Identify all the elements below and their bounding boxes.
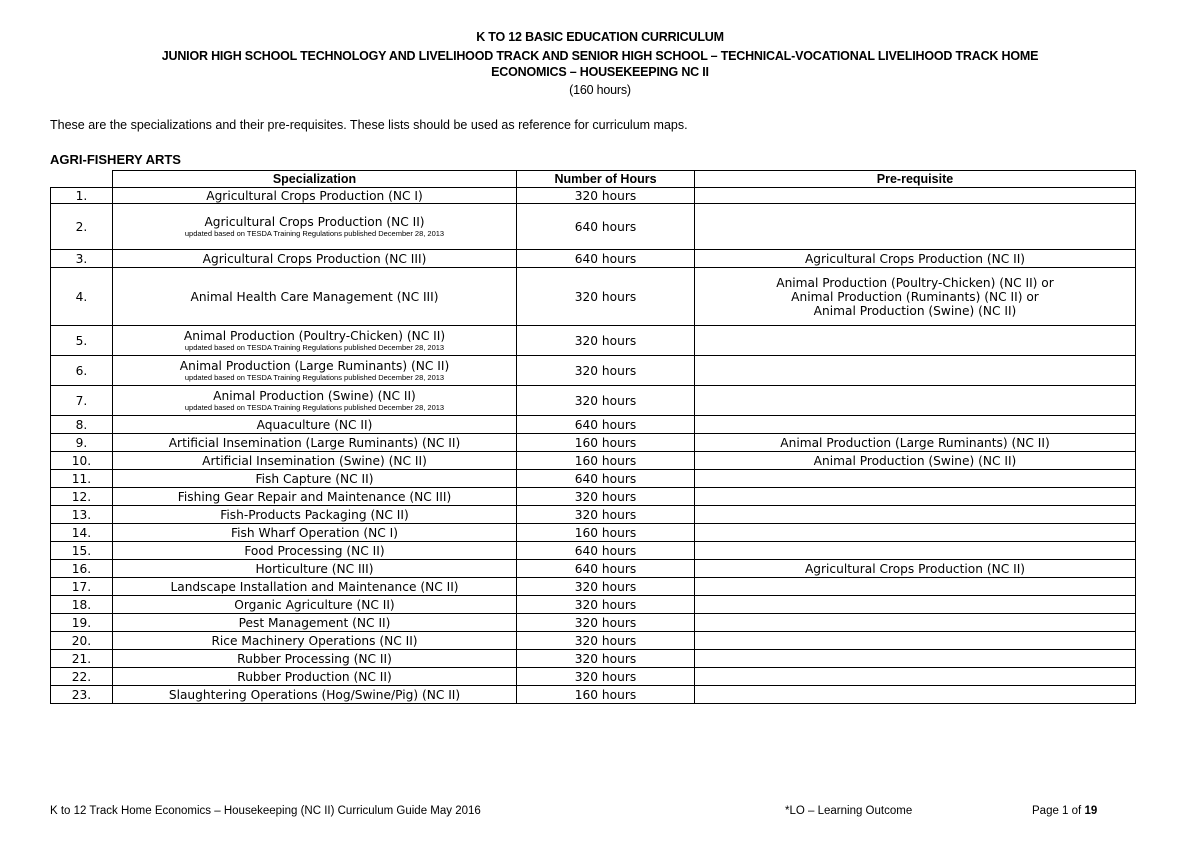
table-row [51, 578, 1136, 596]
row-number: 1. [51, 188, 113, 204]
specialization-cell [113, 560, 517, 578]
intro-text: These are the specializations and their pre-requisites. These lists should be used as reference for curriculum maps. [50, 118, 688, 132]
row-number: 21. [51, 650, 113, 668]
hours-cell: 320 hours [517, 632, 695, 650]
row-number: 2. [51, 204, 113, 250]
table-row [51, 250, 1136, 268]
specialization-name: Agricultural Crops Production (NC I) [206, 188, 423, 203]
specialization-cell [113, 356, 517, 386]
prerequisite-cell [695, 470, 1136, 488]
specialization-name: Rubber Production (NC II) [237, 669, 392, 684]
row-number: 16. [51, 560, 113, 578]
specialization-name: Rubber Processing (NC II) [237, 651, 392, 666]
specialization-name: Food Processing (NC II) [244, 543, 385, 558]
specialization-name: Artificial Insemination (Swine) (NC II) [202, 453, 427, 468]
specialization-cell [113, 326, 517, 356]
prerequisite-cell [695, 488, 1136, 506]
prerequisite-line: Animal Production (Swine) (NC II) [813, 303, 1017, 318]
prerequisite-cell [695, 452, 1136, 470]
row-number: 5. [51, 326, 113, 356]
specialization-name: Animal Health Care Management (NC III) [190, 289, 439, 304]
specialization-name: Fish Wharf Operation (NC I) [230, 525, 398, 540]
header-prerequisite: Pre-requisite [695, 171, 1136, 188]
specialization-cell [113, 542, 517, 560]
hours-cell: 320 hours [517, 386, 695, 416]
prerequisite-cell [695, 506, 1136, 524]
specialization-cell [113, 650, 517, 668]
specialization-cell [113, 250, 517, 268]
specialization-name: Pest Management (NC II) [238, 615, 391, 630]
row-number: 15. [51, 542, 113, 560]
row-number: 4. [51, 268, 113, 326]
row-number: 23. [51, 686, 113, 704]
hours-cell: 320 hours [517, 188, 695, 204]
prerequisite-cell [695, 434, 1136, 452]
row-number: 7. [51, 386, 113, 416]
specialization-name: Landscape Installation and Maintenance (NC II) [170, 579, 459, 594]
row-number: 22. [51, 668, 113, 686]
doc-subtitle: JUNIOR HIGH SCHOOL TECHNOLOGY AND LIVELIHOOD TRACK AND SENIOR HIGH SCHOOL – TECHNICAL-VOCATIONAL LIVELIHOOD TRACK HOME [161, 49, 1039, 63]
specialization-note: updated based on TESDA Training Regulations published December 28, 2013 [184, 373, 445, 382]
table-row [51, 614, 1136, 632]
specialization-cell [113, 268, 517, 326]
header-specialization: Specialization [113, 171, 517, 188]
specialization-name: Slaughtering Operations (Hog/Swine/Pig) (NC II) [168, 687, 461, 702]
table-row [51, 524, 1136, 542]
doc-subtitle-cont: ECONOMICS – HOUSEKEEPING NC II [491, 65, 709, 79]
row-number: 12. [51, 488, 113, 506]
row-number: 9. [51, 434, 113, 452]
specialization-cell [113, 416, 517, 434]
header-blank-cell [51, 171, 113, 188]
footer-note: *LO – Learning Outcome [785, 805, 913, 817]
table-row [51, 488, 1136, 506]
prerequisite-cell [695, 188, 1136, 204]
hours-cell: 320 hours [517, 650, 695, 668]
row-number: 14. [51, 524, 113, 542]
specialization-cell [113, 632, 517, 650]
hours-cell: 640 hours [517, 542, 695, 560]
prerequisite-cell [695, 614, 1136, 632]
row-number: 3. [51, 250, 113, 268]
table-row [51, 452, 1136, 470]
prerequisite-cell [695, 250, 1136, 268]
specialization-cell [113, 470, 517, 488]
table-row [51, 268, 1136, 326]
prerequisite-cell [695, 668, 1136, 686]
specialization-cell [113, 386, 517, 416]
specialization-cell [113, 452, 517, 470]
hours-cell: 320 hours [517, 578, 695, 596]
hours-cell: 160 hours [517, 434, 695, 452]
table-header-row [51, 171, 1136, 188]
prerequisite-line: Animal Production (Large Ruminants) (NC II) [780, 435, 1050, 450]
specialization-name: Agricultural Crops Production (NC II) [204, 215, 425, 229]
specialization-note: updated based on TESDA Training Regulations published December 28, 2013 [184, 403, 445, 412]
table-row [51, 542, 1136, 560]
hours-cell: 640 hours [517, 560, 695, 578]
specialization-name: Organic Agriculture (NC II) [234, 597, 395, 612]
table-row [51, 416, 1136, 434]
specialization-cell [113, 596, 517, 614]
specialization-name: Aquaculture (NC II) [256, 417, 373, 432]
prerequisite-cell [695, 542, 1136, 560]
prerequisite-cell [695, 326, 1136, 356]
specialization-table [50, 170, 1136, 704]
specialization-name: Rice Machinery Operations (NC II) [211, 633, 418, 648]
table-row [51, 560, 1136, 578]
prerequisite-cell [695, 596, 1136, 614]
prerequisite-cell [695, 686, 1136, 704]
table-row [51, 386, 1136, 416]
page-prefix: Page 1 of [1032, 805, 1082, 817]
table-row [51, 188, 1136, 204]
specialization-cell [113, 668, 517, 686]
specialization-cell [113, 524, 517, 542]
hours-cell: 320 hours [517, 356, 695, 386]
table-row [51, 434, 1136, 452]
table-row [51, 632, 1136, 650]
table-row [51, 596, 1136, 614]
hours-cell: 160 hours [517, 452, 695, 470]
hours-cell: 320 hours [517, 506, 695, 524]
table-row [51, 668, 1136, 686]
specialization-name: Agricultural Crops Production (NC III) [202, 251, 427, 266]
specialization-cell [113, 614, 517, 632]
table-row [51, 686, 1136, 704]
row-number: 6. [51, 356, 113, 386]
specialization-name: Animal Production (Large Ruminants) (NC II) [179, 359, 450, 373]
hours-cell: 160 hours [517, 686, 695, 704]
row-number: 11. [51, 470, 113, 488]
row-number: 17. [51, 578, 113, 596]
prerequisite-line: Agricultural Crops Production (NC II) [804, 561, 1026, 576]
prerequisite-line: Agricultural Crops Production (NC II) [804, 251, 1026, 266]
hours-cell: 320 hours [517, 614, 695, 632]
hours-cell: 640 hours [517, 204, 695, 250]
specialization-cell [113, 434, 517, 452]
prerequisite-cell [695, 268, 1136, 326]
page-total: 19 [1084, 805, 1098, 817]
specialization-note: updated based on TESDA Training Regulations published December 28, 2013 [184, 343, 445, 352]
row-number: 18. [51, 596, 113, 614]
specialization-name: Horticulture (NC III) [255, 561, 374, 576]
specialization-cell [113, 578, 517, 596]
table-row [51, 506, 1136, 524]
row-number: 10. [51, 452, 113, 470]
row-number: 13. [51, 506, 113, 524]
table-body [51, 188, 1136, 704]
specialization-cell [113, 188, 517, 204]
row-number: 19. [51, 614, 113, 632]
specialization-name: Fishing Gear Repair and Maintenance (NC III) [177, 489, 452, 504]
specialization-name: Artificial Insemination (Large Ruminants) (NC II) [168, 435, 461, 450]
specialization-cell [113, 488, 517, 506]
hours-cell: 320 hours [517, 326, 695, 356]
specialization-cell [113, 506, 517, 524]
hours-cell: 640 hours [517, 470, 695, 488]
hours-cell: 160 hours [517, 524, 695, 542]
table-row [51, 650, 1136, 668]
table-row [51, 470, 1136, 488]
prerequisite-line: Animal Production (Swine) (NC II) [813, 453, 1017, 468]
specialization-cell [113, 686, 517, 704]
hours-cell: 320 hours [517, 268, 695, 326]
footer-page-number [1032, 805, 1097, 817]
specialization-name: Fish Capture (NC II) [255, 471, 374, 486]
prerequisite-cell [695, 204, 1136, 250]
prerequisite-cell [695, 650, 1136, 668]
specialization-note: updated based on TESDA Training Regulations published December 28, 2013 [184, 229, 445, 238]
hours-cell: 320 hours [517, 488, 695, 506]
prerequisite-cell [695, 560, 1136, 578]
specialization-cell [113, 204, 517, 250]
table-row [51, 356, 1136, 386]
prerequisite-cell [695, 386, 1136, 416]
hours-cell: 320 hours [517, 596, 695, 614]
header-hours: Number of Hours [517, 171, 695, 188]
row-number: 8. [51, 416, 113, 434]
specialization-name: Animal Production (Swine) (NC II) [213, 389, 416, 403]
row-number: 20. [51, 632, 113, 650]
prerequisite-line: Animal Production (Poultry-Chicken) (NC II) or [776, 275, 1054, 290]
hours-cell: 640 hours [517, 416, 695, 434]
prerequisite-cell [695, 632, 1136, 650]
table-row [51, 326, 1136, 356]
prerequisite-cell [695, 356, 1136, 386]
prerequisite-cell [695, 578, 1136, 596]
prerequisite-line: Animal Production (Ruminants) (NC II) or [791, 289, 1039, 304]
specialization-name: Animal Production (Poultry-Chicken) (NC II) [183, 329, 446, 343]
footer-guide-title: K to 12 Track Home Economics – Housekeeping (NC II) Curriculum Guide May 2016 [50, 805, 481, 817]
doc-title: K TO 12 BASIC EDUCATION CURRICULUM [476, 30, 724, 44]
section-title: AGRI-FISHERY ARTS [50, 152, 181, 167]
table-row [51, 204, 1136, 250]
prerequisite-cell [695, 524, 1136, 542]
doc-hours: (160 hours) [569, 83, 631, 97]
specialization-name: Fish-Products Packaging (NC II) [220, 507, 409, 522]
prerequisite-cell [695, 416, 1136, 434]
hours-cell: 320 hours [517, 668, 695, 686]
hours-cell: 640 hours [517, 250, 695, 268]
